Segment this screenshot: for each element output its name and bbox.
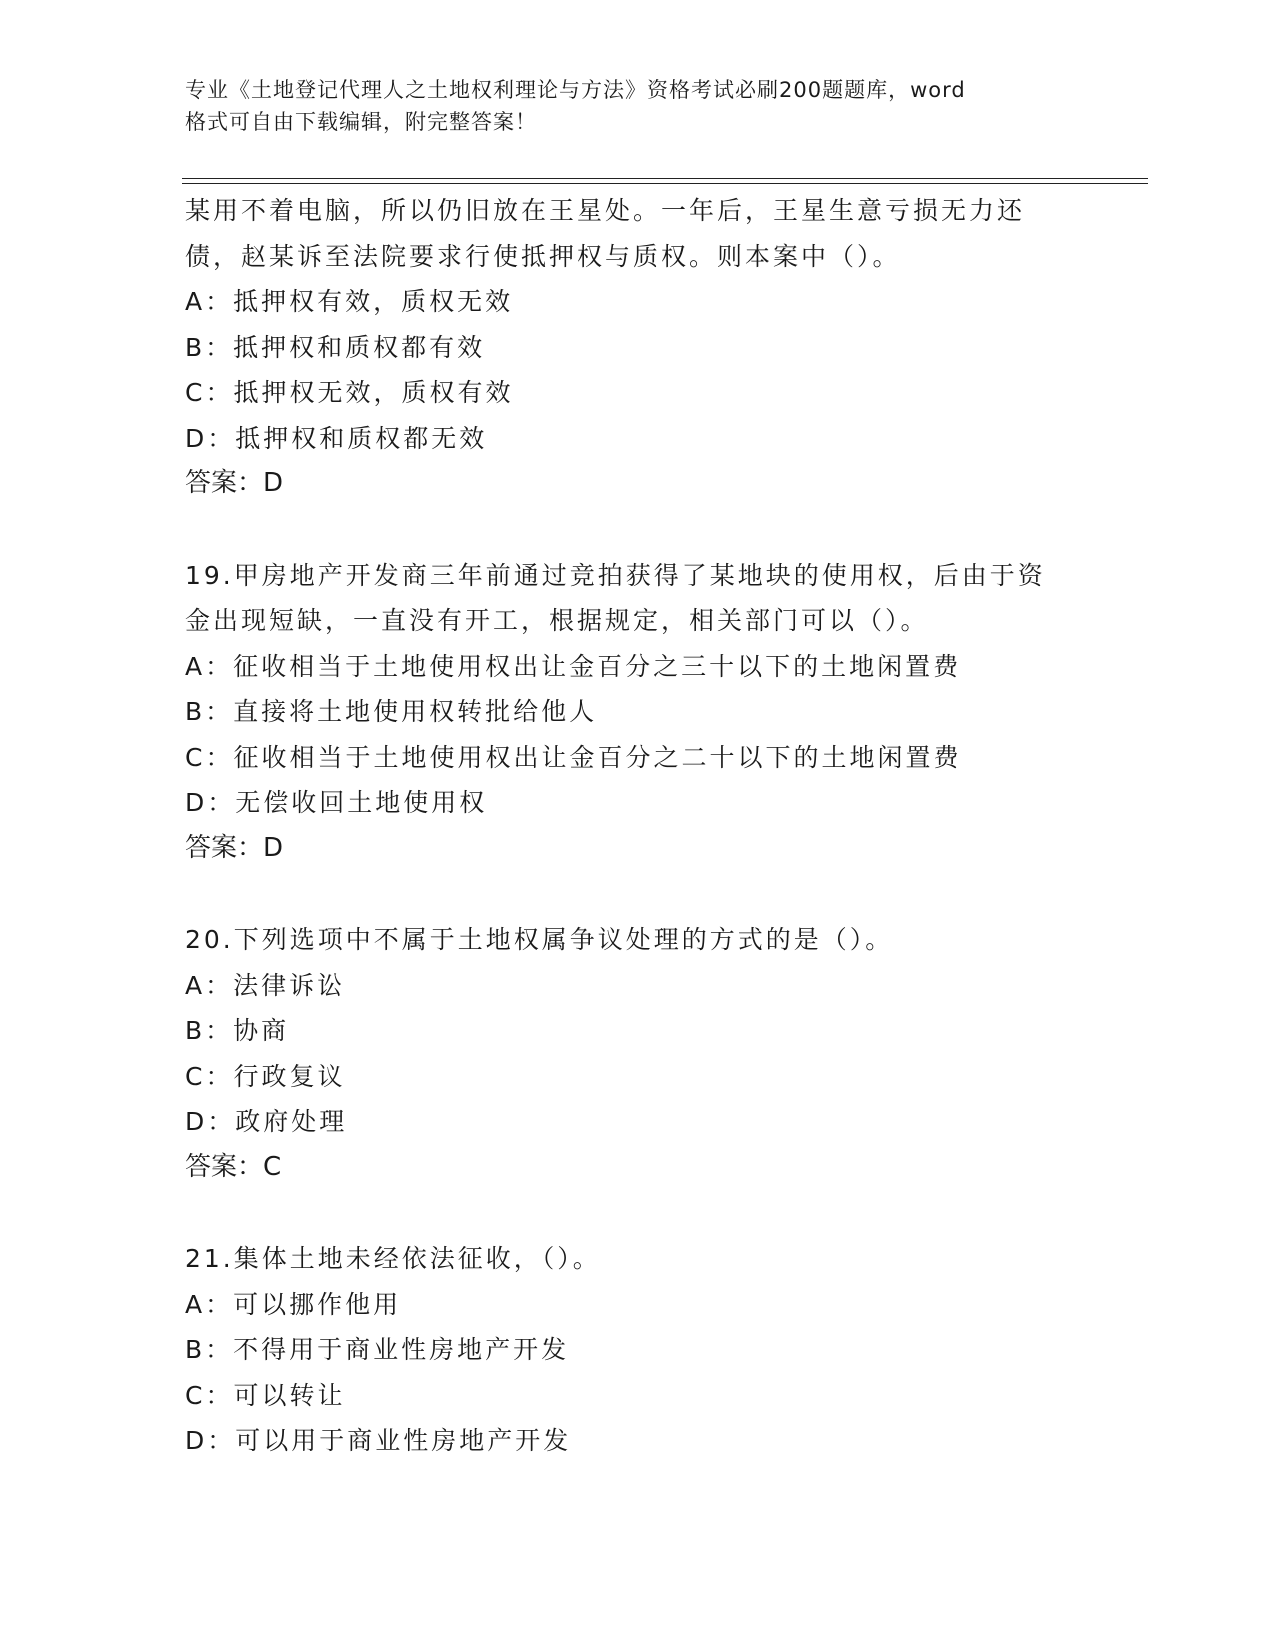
option-d: D：政府处理 [185,1107,348,1136]
question-spacer [185,507,1145,553]
header-title-line-1: 专业《土地登记代理人之土地权利理论与方法》资格考试必刷200题题库，word [185,78,966,102]
option-d: D：无偿收回土地使用权 [185,788,488,817]
question-stem-line: 19.甲房地产开发商三年前通过竞拍获得了某地块的使用权，后由于资 [185,560,1046,590]
option-a: A：抵押权有效，质权无效 [185,287,514,316]
option-c: C：抵押权无效，质权有效 [185,378,514,407]
question-spacer [185,1190,1145,1236]
question-21 [185,1236,1145,1464]
question-stem-line: 20.下列选项中不属于土地权属争议处理的方式的是（）。 [185,925,894,954]
header-title-line-2: 格式可自由下载编辑，附完整答案！ [185,110,537,134]
header-divider-top [182,178,1148,179]
answer-line: 答案：D [185,832,284,863]
question-18 [185,188,1145,507]
question-19 [185,553,1145,872]
question-spacer [185,871,1145,917]
option-c: C：可以转让 [185,1380,346,1410]
option-b: B：抵押权和质权都有效 [185,332,486,362]
question-list [185,188,1145,1464]
header-divider-bottom [182,183,1148,184]
question-stem-line: 金出现短缺，一直没有开工，根据规定，相关部门可以（）。 [185,606,929,635]
option-b: B：协商 [185,1016,290,1045]
question-20 [185,917,1145,1190]
option-d: D：可以用于商业性房地产开发 [185,1426,572,1455]
option-a: A：可以挪作他用 [185,1289,402,1319]
option-b: B：不得用于商业性房地产开发 [185,1335,570,1364]
question-stem-line: 债，赵某诉至法院要求行使抵押权与质权。则本案中（）。 [185,241,901,271]
option-c: C：行政复议 [185,1061,346,1091]
option-a: A：法律诉讼 [185,970,346,1000]
answer-line: 答案：C [185,1151,282,1182]
option-a: A：征收相当于土地使用权出让金百分之三十以下的土地闲置费 [185,651,962,681]
question-stem-line: 21.集体土地未经依法征收，（）。 [185,1244,601,1273]
question-stem-line: 某用不着电脑，所以仍旧放在王星处。一年后，王星生意亏损无力还 [185,196,1026,225]
option-c: C：征收相当于土地使用权出让金百分之二十以下的土地闲置费 [185,742,962,772]
option-b: B：直接将土地使用权转批给他人 [185,697,598,726]
option-d: D：抵押权和质权都无效 [185,423,488,453]
document-header [185,74,1065,138]
answer-line: 答案：D [185,468,284,498]
